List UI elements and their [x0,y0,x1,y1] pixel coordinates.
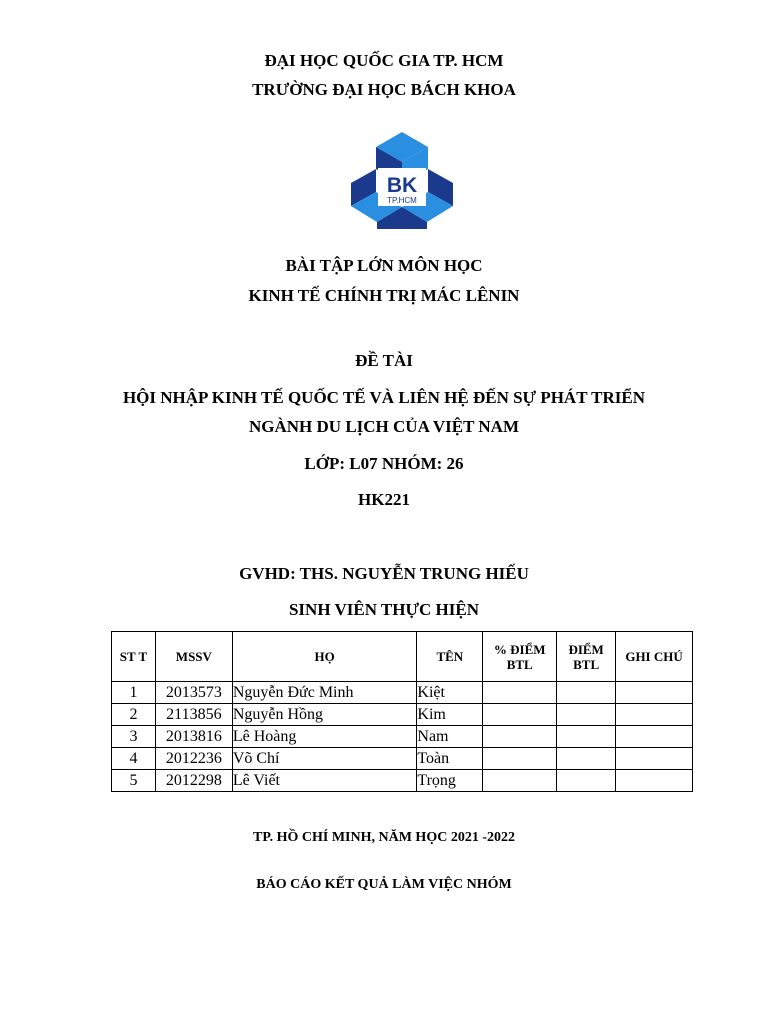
table-row [112,726,693,748]
cell-score [557,748,616,770]
students-table [111,631,693,792]
cell-percent [483,748,557,770]
cell-score [557,682,616,704]
cell-percent [483,770,557,792]
cell-ten: Kim [417,704,483,726]
cell-mssv: 2012236 [155,748,232,770]
cell-percent [483,682,557,704]
cell-mssv: 2113856 [155,704,232,726]
topic-title-line-2: NGÀNH DU LỊCH CỦA VIỆT NAM [249,417,519,436]
header-note: GHI CHÚ [616,632,693,682]
cell-stt: 4 [112,748,156,770]
cell-note [616,770,693,792]
table-row [112,770,693,792]
cell-stt: 5 [112,770,156,792]
table-row [112,748,693,770]
logo-text: BK [386,174,418,197]
course-line-1: BÀI TẬP LỚN MÔN HỌC [285,256,483,275]
topic-title-line-1: HỘI NHẬP KINH TẾ QUỐC TẾ VÀ LIÊN HỆ ĐẾN SỰ PHÁT TRIỂN [122,388,646,407]
logo-subtext: TP.HCM [387,196,417,205]
class-info: LỚP: L07 NHÓM: 26 [304,454,464,473]
cell-note [616,704,693,726]
school-name: TRƯỜNG ĐẠI HỌC BÁCH KHOA [252,80,516,99]
course-line-2: KINH TẾ CHÍNH TRỊ MÁC LÊNIN [248,286,520,305]
cell-score [557,770,616,792]
cell-ho: Lê Hoàng [232,726,417,748]
cell-stt: 1 [112,682,156,704]
cell-ten: Nam [417,726,483,748]
cell-stt: 2 [112,704,156,726]
cell-mssv: 2013816 [155,726,232,748]
semester: HK221 [358,490,410,509]
cell-note [616,748,693,770]
bk-logo [351,132,453,229]
cell-stt: 3 [112,726,156,748]
header-mssv: MSSV [155,632,232,682]
cell-ten: Trọng [417,770,483,792]
cell-score [557,726,616,748]
cell-ho: Võ Chí [232,748,417,770]
cell-ho: Nguyễn Hồng [232,704,417,726]
header-ho: HỌ [232,632,417,682]
table-row [112,682,693,704]
cell-ho: Lê Viết [232,770,417,792]
cell-mssv: 2012298 [155,770,232,792]
header-stt: ST T [112,632,156,682]
advisor: GVHD: THS. NGUYỄN TRUNG HIẾU [239,564,529,583]
header-ten: TÊN [417,632,483,682]
cell-ten: Toàn [417,748,483,770]
cell-percent [483,726,557,748]
cell-ten: Kiệt [417,682,483,704]
header-score: ĐIỂM BTL [557,632,616,682]
students-heading: SINH VIÊN THỰC HIỆN [288,600,480,619]
cell-percent [483,704,557,726]
university-name: ĐẠI HỌC QUỐC GIA TP. HCM [264,51,504,70]
topic-label: ĐỀ TÀI [355,351,413,370]
cell-score [557,704,616,726]
place-and-year: TP. HỒ CHÍ MINH, NĂM HỌC 2021 -2022 [253,830,515,845]
cell-note [616,726,693,748]
report-title: BÁO CÁO KẾT QUẢ LÀM VIỆC NHÓM [256,877,512,892]
cell-note [616,682,693,704]
cell-mssv: 2013573 [155,682,232,704]
header-percent-score: % ĐIỂM BTL [483,632,557,682]
table-header-row [112,632,693,682]
cell-ho: Nguyễn Đức Minh [232,682,417,704]
table-row [112,704,693,726]
